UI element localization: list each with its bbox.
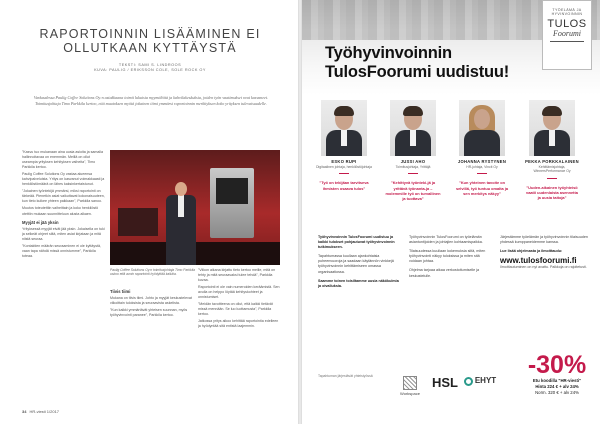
body-column-4 (198, 268, 282, 412)
ad-title-line-1: Työhyvinvoinnin (325, 44, 452, 62)
paragraph: "Jokainen työntekijä ymmärsi, miksi raportointi on tärkeää. Pienetkin asiat vaikuttavat kokonaisuuteen, kun tieto kulkee yhteen paikkaan", Parkkila sanoo. (22, 189, 105, 204)
paragraph: "Kontaktien määrän seuraaminen ei ole kyttäystä, vaan tapa nähdä missä onnistumme", Parkkila toteaa. (22, 243, 101, 258)
speaker-name: PEKKA PORKKALAINEN (525, 159, 579, 164)
credit-text: TEKSTI: SAMI S. LINDROOS (118, 63, 182, 67)
paragraph: Jatkossa yritys aikoo kehittää raportointia edelleen ja hyödyntää sitä entistä laajemmin. (198, 319, 279, 329)
speaker-name: JOHANNA RYSTYNEN (457, 159, 507, 164)
speaker-card (454, 100, 510, 196)
paragraph: Muutos toteutettiin vaiheittain ja koko henkilöstö otettiin mukaan suunnitteluun alusta alkaen. (22, 206, 99, 216)
subheading: Tiivis tiimi (110, 289, 131, 294)
partners-note: Tapahtuman järjestävät yhteistyössä (318, 374, 373, 378)
credit-photo: KUVA: PAULIG / ERIKSSON COLE, SOLE ROCK OY (94, 68, 206, 72)
workspace-icon (403, 376, 417, 390)
portrait-shirt (549, 130, 555, 146)
photo-caption: Paulig Coffee Solutions Oy:n toimitusjohtaja Timo Parkkila uskoo että avoin raportointi hyödyttää kaikkia. (110, 268, 195, 277)
discount-promo (520, 352, 594, 395)
portrait-hair (334, 106, 354, 116)
portrait-hair (403, 106, 423, 116)
coffee-machine-panel (216, 178, 248, 204)
speaker-role: HR-johtaja, Vincit Oy (466, 165, 498, 169)
speaker-divider (339, 173, 349, 174)
portrait-shirt (410, 130, 416, 146)
left-page (0, 0, 298, 424)
paragraph: Yrityksessä myyjät eivät jää yksin. Jokaisella on tuki ja selkeät ohjeet siitä, miten asiat kirjataan ja mitä niistä seuraa. (22, 226, 105, 241)
logo-rule (550, 41, 584, 42)
paragraph: Mukana on tiivis tiimi. Johto ja myyjät keskustelevat viikoittain tuloksista ja seuraavista askelista. (110, 296, 192, 306)
paragraph: Tilaisuudessa kuullaan kokemuksia siitä, miten työhyvinvointi näkyy tuloksissa ja miten sitä voidaan johtaa. (409, 249, 486, 264)
speaker-quote: "Kun yhteinen tavoite on selvillä, työ tuntuu omalta ja sen merkitys näkyy" (455, 180, 509, 196)
subheading: Myyjät ei jää yksin (22, 219, 59, 225)
paragraph: Saamme toinen toisiltamme uusia näkökulmia ja oivalluksia. (318, 278, 399, 288)
page-number: 34 (22, 409, 27, 414)
logo-word: TULOS (547, 17, 587, 30)
paragraph: "Meidän tavoitteena on ollut, että kaikki tietävät missä mennään. Se luo luottamusta", Parkkila kertoo. (198, 302, 273, 317)
normal-price: Norm. 320 € + alv 24% (535, 389, 579, 395)
article-photo (110, 150, 280, 265)
speaker-portrait (459, 100, 505, 156)
paragraph: "Kun kaikki ymmärtävät yhteisen suunnan, myös työhyvinvointi paranee", Parkkila kertoo. (110, 308, 188, 318)
discount-code: Etu koodilla "HR-viesti" (532, 378, 582, 383)
paragraph: Järjestämme työelämän ja työhyvinvoinnin tilaisuuden yhdessä kumppaneidemme kanssa. (500, 235, 588, 245)
portrait-shirt (341, 130, 347, 146)
person-head (175, 182, 187, 196)
paragraph: "Viikon aikana kirjattu tieto kertoo meille, mitä on tehty ja mitä seuraavaksi tulee tehdä", Parkkila kuvaa. (198, 268, 276, 283)
hsl-mark: HSL (432, 375, 458, 390)
person-shirt (178, 195, 184, 217)
body-column-3 (110, 286, 193, 412)
paragraph: Tapahtumassa kuullaan ajankohtaisia puheenvuoroja ja saadaan käytännön vinkkejä työhyvinvoinnin kehittämiseen omassa organisaatiossa. (318, 254, 394, 274)
logo-tagline: TYÖELÄMÄ JA HYVINVOINNIN (551, 8, 583, 17)
paragraph: Lue lisää ohjelmasta ja ilmoittaudu: (500, 249, 563, 254)
portrait-head (474, 109, 490, 129)
speaker-portrait (529, 100, 575, 156)
url-note: Ilmoittautuminen on nyt avattu. Paikkoja on rajoitetusti. (500, 265, 587, 270)
speaker-name: ESKO RUPI (331, 159, 357, 164)
speaker-role: Kehittämisjohtaja, WinnersPerformance Oy (533, 165, 571, 174)
workspace-logo (398, 376, 422, 396)
ehyt-word: EHYT (474, 376, 497, 385)
speaker-role: Digitaalinen johtaja, henkilöstöjohtaja (316, 165, 372, 169)
speaker-quote: "Työ on tekijäan tarvitseva ihmisten osaava tulos" (319, 180, 369, 191)
paragraph: Paulig Coffee Solutions Oy vastaa alueensa kahvipalveluista. Yritys on kasvanut voimakkaasti ja henkilöstömäärä on lähes kaksinkertaistunut. (22, 172, 105, 187)
tulosfoorumi-logo (542, 0, 592, 70)
discount-price: Hinta 224 € + alv 24% (535, 383, 579, 389)
speaker-divider (408, 173, 418, 174)
ehyt-logo (460, 376, 500, 386)
speaker-card (524, 100, 580, 200)
page-folio (22, 409, 59, 414)
speaker-card (316, 100, 372, 191)
speaker-quote: "Uuden-aikainen työyhteisö vaatii uudenlaista asennetta ja uusia taitoja" (526, 184, 578, 200)
photo-shelf (118, 208, 158, 236)
publication-name: HR-viesti 1/2017 (29, 409, 60, 414)
speaker-portrait (321, 100, 367, 156)
ad-column-1 (318, 235, 402, 293)
ad-column-3 (500, 235, 590, 270)
portrait-shirt (479, 130, 485, 146)
paragraph: Työhyvinvoinnin TulosFoorumi on työelämän asiantuntijoiden ja johtajien kohtaamispaikka. (409, 235, 483, 245)
speaker-quote: "Kehittyvä työnteki-jä ja yrittävä työnanta-ja – molemmille työ on turvallinen ja tuottava" (385, 180, 441, 201)
article-credits (30, 63, 270, 73)
ad-title (325, 44, 509, 82)
speaker-divider (547, 178, 557, 179)
paragraph: Ohjelma tarjoaa aikaa verkostoitumiselle ja keskustelulle. (409, 268, 480, 278)
speaker-name: JUSSI AHO (400, 159, 426, 164)
speaker-divider (477, 173, 487, 174)
discount-percent: -30% (527, 351, 587, 379)
body-column-1 (22, 150, 105, 412)
right-page (302, 0, 600, 424)
hsl-logo (432, 375, 458, 390)
speaker-portrait (390, 100, 436, 156)
workspace-label: Workspace (400, 391, 420, 396)
person-figure (166, 182, 196, 265)
ad-column-2 (409, 235, 493, 283)
speaker-role: Toimitusjohtaja, Yrittäjä (395, 165, 431, 169)
speaker-card (385, 100, 441, 201)
paragraph: "Kasvu tuo mukanaan aina uusia asioita ja samalla hallinnoitavaa on enemmän. Meillä on ollut useampia yrityksen kehityksen vaiheita", Timo Parkkila kertoo. (22, 150, 103, 170)
partner-logos (318, 372, 514, 402)
ad-title-line-2: TulosFoorumi uudistuu! (325, 63, 510, 81)
ehyt-ring-icon (464, 377, 473, 386)
event-url-link[interactable]: www.tulosfoorumi.fi (500, 256, 577, 266)
article-lead: Varkaudessa Paulig Coffee Solutions Oy:n asiakkaana toimii lukuisia myymälöitä ja kahvilakeskuksia, joiden työn vaatimukset ovat kasvaneet. Toimitusjohtaja Timo Parkkila kertoo, että muutoksen myötä jokainen tiimi ymmärsi raportoinnin merkityksen koko yrityksen tulevaisuudelle. (33, 95, 269, 107)
article-title: RAPORTOINNIN LISÄÄMINEN EI OLLUTKAAN KYTTÄYSTÄ (39, 27, 261, 55)
logo-script: Foorumi (553, 28, 581, 38)
paragraph: Työhyvinvoinnin TulosFoorumi uudistuu ja kaikki tulokset pohjautuvat työhyvinvoinnin tutkimukseen. (318, 235, 395, 250)
portrait-hair (542, 106, 562, 116)
paragraph: Raportointi ei ole vain numeroiden keräämistä. Sen avulla on helppo löytää kehityskohteet ja onnistumiset. (198, 285, 280, 300)
